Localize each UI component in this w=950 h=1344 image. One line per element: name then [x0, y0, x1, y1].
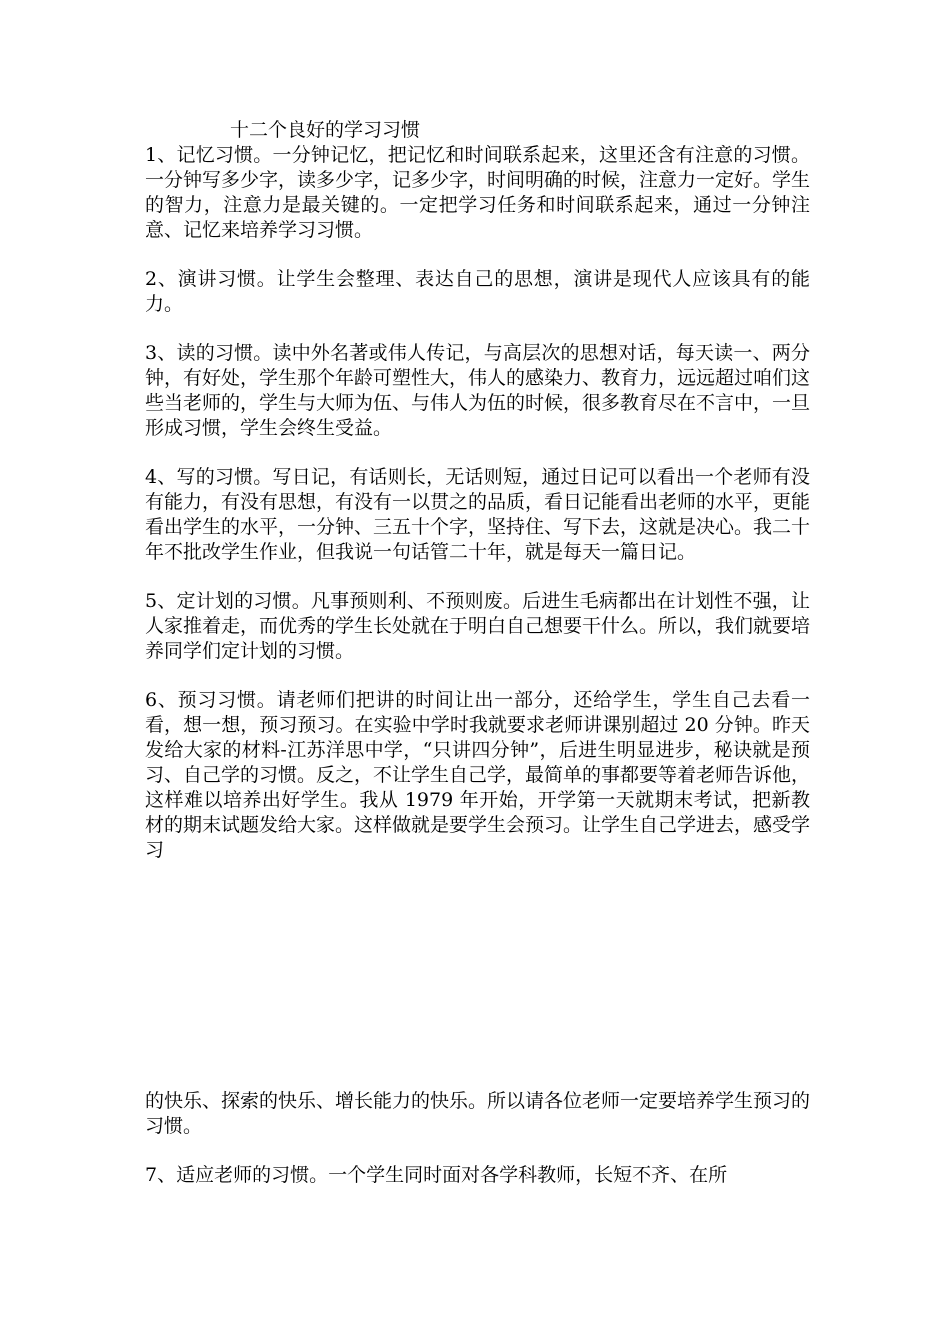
paragraph-writing-habit: 4、写的习惯。写日记，有话则长，无话则短，通过日记可以看出一个老师有没有能力，有没有思想，有没有一以贯之的品质，看日记能看出老师的水平，更能看出学生的水平，一分钟、三五十个字，坚持住、写下去，这就是决心。我二十年不批改学生作业，但我说一句话管二十年，就是每天一篇日记。 — [145, 466, 811, 563]
paragraph-preview-habit: 6、预习习惯。请老师们把讲的时间让出一部分，还给学生，学生自己去看一看，想一想，预习预习。在实验中学时我就要求老师讲课别超过 20 分钟。昨天发给大家的材料-江苏洋思中学，“只讲四分钟”，后进生明显进步，秘诀就是预习、自己学的习惯。反之，不让学生自己学，最简单的事都要等着老师告诉他，这样难以培养出好学生。我从 1979 年开始，开学第一天就期末考试，把新教材的期末试题发给大家。这样做就是要学生会预习。让学生自己学进去，感受学习 — [145, 689, 811, 861]
paragraph-preview-habit-continued: 的快乐、探索的快乐、增长能力的快乐。所以请各位老师一定要培养学生预习的习惯。 — [145, 1090, 811, 1137]
paragraph-adapt-teacher-habit: 7、适应老师的习惯。一个学生同时面对各学科教师，长短不齐、在所 — [145, 1164, 728, 1186]
document-title: 十二个良好的学习习惯 — [230, 119, 421, 141]
document-page — [145, 118, 810, 1212]
paragraph-speech-habit: 2、演讲习惯。让学生会整理、表达自己的思想，演讲是现代人应该具有的能力。 — [145, 268, 810, 315]
paragraph-memory-habit: 1、记忆习惯。一分钟记忆，把记忆和时间联系起来，这里还含有注意的习惯。一分钟写多少字，读多少字，记多少字，时间明确的时候，注意力一定好。学生的智力，注意力是最关键的。一定把学习任务和时间联系起来，通过一分钟注意、记忆来培养学习习惯。 — [145, 144, 811, 241]
paragraph-reading-habit: 3、读的习惯。读中外名著或伟人传记，与高层次的思想对话，每天读一、两分钟，有好处，学生那个年龄可塑性大，伟人的感染力、教育力，远远超过咱们这些当老师的，学生与大师为伍、与伟人为伍的时候，很多教育尽在不言中，一旦形成习惯，学生会终生受益。 — [145, 342, 811, 439]
paragraph-planning-habit: 5、定计划的习惯。凡事预则利、不预则废。后进生毛病都出在计划性不强，让人家推着走，而优秀的学生长处就在于明白自己想要干什么。所以，我们就要培养同学们定计划的习惯。 — [145, 590, 811, 662]
page-break-gap — [145, 863, 810, 1089]
